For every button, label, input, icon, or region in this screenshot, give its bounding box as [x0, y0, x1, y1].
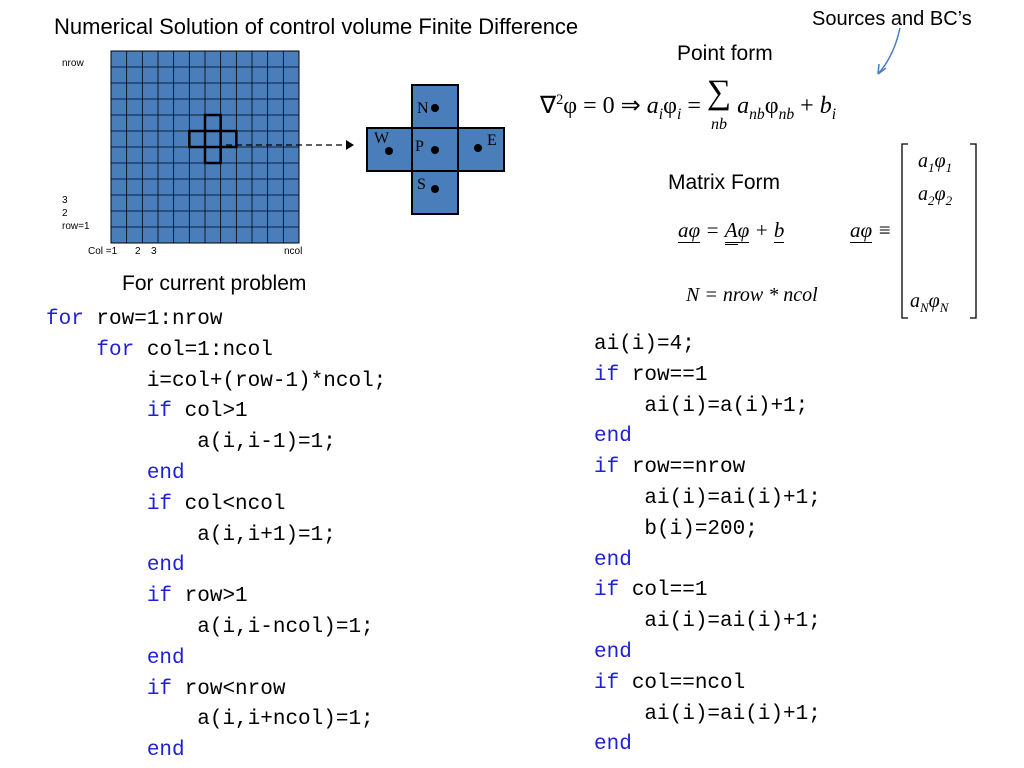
code-text: ai(i)=4;: [594, 333, 695, 356]
code-line: [46, 431, 336, 454]
sources-arrow-icon: [870, 26, 910, 82]
sources-label: Sources and BC’s: [812, 8, 972, 30]
point-form-label: Point form: [677, 42, 773, 65]
vector-row-1: $a_1\varphi_1$: [918, 150, 953, 175]
stencil-n-label: N: [417, 100, 429, 117]
code-keyword: end: [594, 548, 632, 572]
code-keyword: if: [594, 579, 620, 603]
stencil-diagram: [366, 84, 506, 216]
code-line: [594, 456, 745, 479]
code-keyword: end: [146, 461, 185, 485]
code-text: row==1: [619, 363, 708, 387]
slide-title: Numerical Solution of control volume Finite Difference: [54, 14, 579, 39]
current-problem-label: For current problem: [122, 272, 307, 295]
code-block-right: [594, 330, 821, 761]
code-line: [594, 549, 632, 572]
code-text: a(i,i+1)=1;: [197, 523, 336, 547]
code-line: [46, 339, 273, 362]
code-line: [594, 610, 821, 633]
code-line: [46, 554, 185, 577]
code-text: a(i,i-ncol)=1;: [197, 615, 374, 639]
code-line: [46, 678, 285, 701]
code-text: row<nrow: [172, 677, 286, 701]
matrix-equation: aφ = Aφ + b: [678, 218, 784, 243]
code-line: [594, 733, 632, 756]
code-text: col>1: [172, 400, 248, 424]
code-text: row=1:nrow: [83, 308, 223, 331]
dashed-arrow-icon: [226, 138, 356, 152]
code-line: [594, 395, 808, 418]
code-line: [46, 308, 222, 331]
n-equation: N = nrow * ncol: [686, 284, 818, 306]
code-text: a(i,i+ncol)=1;: [197, 708, 374, 732]
code-line: [46, 524, 336, 547]
code-text: ai(i)=ai(i)+1;: [644, 486, 821, 510]
code-text: col<ncol: [172, 492, 286, 516]
stencil-s-label: S: [417, 176, 426, 193]
code-line: [46, 708, 374, 731]
code-keyword: if: [146, 400, 173, 424]
grid-row1-label: row=1: [62, 221, 90, 232]
stencil-e-label: E: [487, 132, 497, 149]
code-text: col==ncol: [619, 671, 746, 695]
code-keyword: end: [594, 733, 632, 757]
code-text: col==1: [619, 579, 708, 603]
code-keyword: for: [96, 338, 135, 362]
code-line: [594, 518, 758, 541]
code-text: col=1:ncol: [134, 338, 273, 362]
vector-row-2: $a_2\varphi_2$: [918, 183, 953, 208]
code-line: [46, 739, 185, 762]
code-keyword: end: [594, 425, 632, 449]
code-keyword: if: [594, 671, 620, 695]
code-line: [594, 425, 632, 448]
code-line: [594, 579, 707, 602]
code-text: row==nrow: [619, 456, 746, 480]
code-keyword: if: [146, 492, 173, 516]
code-text: ai(i)=a(i)+1;: [644, 394, 809, 418]
code-line: [594, 364, 707, 387]
stencil-p-label: P: [415, 138, 424, 155]
grid-col3-label: 3: [151, 246, 157, 257]
code-keyword: if: [146, 585, 173, 609]
grid-col2-label: 2: [135, 246, 141, 257]
code-line: [46, 462, 185, 485]
code-keyword: if: [594, 456, 620, 480]
code-text: a(i,i-1)=1;: [197, 431, 336, 455]
point-form-equation: ∇$^2$φ = 0 ⇒ $a_i\varphi_i$ = ∑ nb $a_{nb}\varphi_{nb} + b_i$: [540, 74, 837, 133]
grid-nrow-label: nrow: [62, 58, 84, 69]
code-keyword: end: [146, 554, 185, 578]
code-line: [46, 616, 374, 639]
stencil-w-label: W: [374, 130, 390, 147]
code-keyword: end: [146, 646, 185, 670]
code-line: [46, 647, 185, 670]
matrix-form-label: Matrix Form: [668, 171, 780, 194]
code-line: [594, 703, 821, 726]
code-keyword: for: [46, 308, 84, 331]
grid-col-label: Col =1: [88, 246, 118, 257]
grid-row3-label: 3: [62, 195, 68, 206]
vector-definition: aφ ≡: [850, 218, 892, 242]
code-keyword: end: [146, 739, 185, 763]
code-block-left: [46, 305, 386, 767]
code-text: row>1: [172, 585, 248, 609]
code-line: [46, 585, 248, 608]
code-text: i=col+(row-1)*ncol;: [146, 369, 387, 393]
grid-ncol-label: ncol: [284, 246, 303, 257]
vector-row-n: $a_N\varphi_N$: [910, 290, 949, 315]
code-line: [46, 493, 285, 516]
code-keyword: if: [594, 363, 620, 387]
code-text: b(i)=200;: [644, 517, 758, 541]
code-line: [46, 370, 386, 393]
grid-row2-label: 2: [62, 208, 68, 219]
code-line: [594, 672, 745, 695]
code-text: ai(i)=ai(i)+1;: [644, 610, 821, 634]
code-line: [594, 487, 821, 510]
code-line: [594, 641, 632, 664]
code-keyword: if: [146, 677, 173, 701]
code-line: [594, 333, 695, 356]
code-keyword: end: [594, 640, 632, 664]
code-line: [46, 400, 248, 423]
code-text: ai(i)=ai(i)+1;: [644, 702, 821, 726]
